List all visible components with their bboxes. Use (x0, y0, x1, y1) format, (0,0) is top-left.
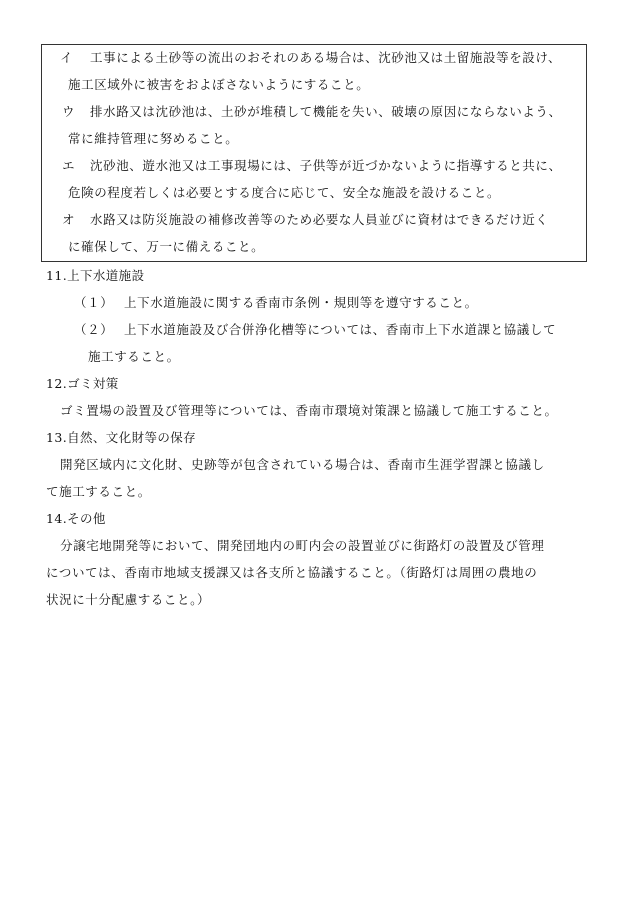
box-item-o-line-1: 水路又は防災施設の補修改善等のため必要な人員並びに資材はできるだけ近く (90, 212, 549, 227)
section-12-text: ゴミ置場の設置及び管理等については、香南市環境対策課と協議して施工すること。 (60, 403, 558, 418)
box-item-o-marker: オ (62, 212, 76, 227)
box-item-u-line-1: 排水路又は沈砂池は、土砂が堆積して機能を失い、破壊の原因にならないよう、 (90, 104, 562, 119)
box-item-e-line-1: 沈砂池、遊水池又は工事現場には、子供等が近づかないように指導すると共に、 (90, 158, 562, 173)
section-11-item-2-marker: （２） (74, 322, 114, 337)
box-item-e-marker: エ (62, 158, 76, 173)
section-13-line-2: て施工すること。 (46, 484, 151, 499)
box-item-e-line-2: 危険の程度若しくは必要とする度合に応じて、安全な施設を設けること。 (68, 185, 501, 200)
section-14-line-3: 状況に十分配慮すること。） (46, 592, 211, 607)
section-14-heading: 14.その他 (46, 511, 106, 526)
box-item-u-line-2: 常に維持管理に努めること。 (68, 131, 239, 146)
section-11-item-1-marker: （１） (74, 295, 114, 310)
section-12-heading: 12.ゴミ対策 (46, 376, 119, 391)
section-11-item-1-text: 上下水道施設に関する香南市条例・規則等を遵守すること。 (124, 295, 478, 310)
section-11-item-2-line-2: 施工すること。 (88, 349, 180, 364)
section-14-line-2: については、香南市地域支援課又は各支所と協議すること。（街路灯は周囲の農地の (46, 565, 538, 580)
section-13-heading: 13.自然、文化財等の保存 (46, 430, 197, 445)
box-item-i-line-1: 工事による土砂等の流出のおそれのある場合は、沈砂池又は土留施設等を設け、 (90, 50, 562, 65)
box-item-o-line-2: に確保して、万一に備えること。 (68, 239, 265, 254)
section-13-line-1: 開発区域内に文化財、史跡等が包含されている場合は、香南市生涯学習課と協議し (60, 457, 545, 472)
box-item-i-marker: イ (60, 50, 74, 65)
box-item-i-line-2: 施工区域外に被害をおよぼさないようにすること。 (68, 77, 370, 92)
section-11-heading: 11.上下水道施設 (46, 268, 145, 283)
section-11-item-2-line-1: 上下水道施設及び合併浄化槽等については、香南市上下水道課と協議して (124, 322, 557, 337)
section-14-line-1: 分譲宅地開発等において、開発団地内の町内会の設置並びに街路灯の設置及び管理 (60, 538, 545, 553)
box-item-u-marker: ウ (62, 104, 76, 119)
